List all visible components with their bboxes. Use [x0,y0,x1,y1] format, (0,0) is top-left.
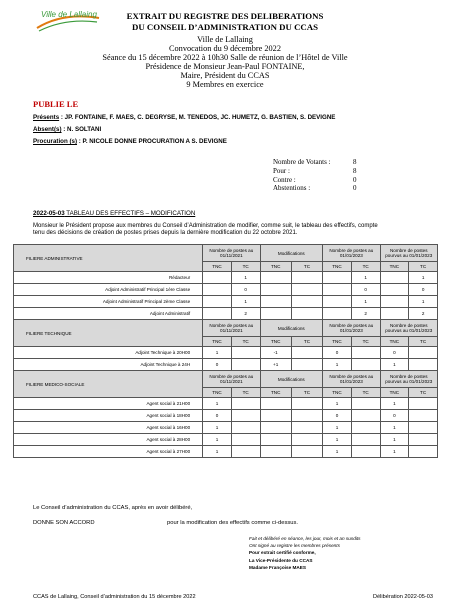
vote-row-votants: Nombre de Votants : 8 [273,158,357,166]
table-cell [231,359,260,371]
table-cell [351,410,380,422]
table-cell [291,359,322,371]
table-cell [380,308,409,320]
table-cell: 0 [323,410,352,422]
table-cell [323,284,352,296]
table-cell [231,434,260,446]
table-cell: 1 [323,446,352,458]
table-cell: 1 [323,422,352,434]
table-cell [409,347,438,359]
table-cell [291,410,322,422]
tc-header: TC [231,337,260,347]
table-cell [409,410,438,422]
table-cell [203,284,232,296]
header-pourvus-2023: Nombre de postes pourvus au 01/01/2023 [380,371,438,388]
table-cell [409,422,438,434]
header-postes-2023: Nombre de postes au 01/01/2023 [323,371,380,388]
grade-label: Adjoint Administratif [14,308,203,320]
city-name: Ville de Lallaing [197,35,253,44]
header-postes-2021: Nombre de postes au 01/11/2021 [203,371,260,388]
logo-text: Ville de Lallaing [41,10,97,19]
table-row [14,446,438,458]
section-name: FILIERE MEDICO-SOCIALE [14,371,203,398]
table-cell [323,308,352,320]
header-postes-2023: Nombre de postes au 01/01/2023 [323,320,380,337]
tnc-header: TNC [380,337,409,347]
procuration-label: Procuration (s) [33,138,78,145]
vote-row-pour: Pour : 8 [273,166,357,175]
grade-label: Adjoint Administratif Principal 1ère Classe [14,284,203,296]
tnc-header: TNC [203,262,232,272]
table-cell: 0 [203,410,232,422]
table-cell: 1 [203,434,232,446]
deliberation-text: Monsieur le Président propose aux membres du Conseil d’Administration de modifier, comme suit, le tableau des effectifs, compte tenu des décisions de création de postes prises depuis la dernière modification du 22 octobre 2021. [33,223,378,237]
table-cell: 0 [203,359,232,371]
tc-header: TC [231,388,260,398]
table-cell: 1 [203,422,232,434]
table-cell [409,446,438,458]
publie-le: PUBLIE LE [33,99,79,109]
table-cell: 1 [409,296,438,308]
table-cell [291,422,322,434]
title-line-2: DU CONSEIL D’ADMINISTRATION DU CCAS [131,22,319,32]
table-cell: +1 [260,359,291,371]
procuration-line [33,138,227,145]
table-cell: 1 [351,296,380,308]
presents-names: : JP. FONTAINE, F. MAES, C. DEGRYSE, M. TENEDOS, JC. HUMETZ, G. BASTIEN, S. DEVIGNE [59,114,336,121]
table-row [14,272,438,284]
table-cell [351,434,380,446]
table-cell: 0 [380,347,409,359]
table-cell [203,272,232,284]
table-row [14,308,438,320]
section-header-row [14,245,438,262]
table-cell [260,434,291,446]
convocation: Convocation du 9 décembre 2022 [169,44,281,53]
table-cell [323,296,352,308]
header-modifications: Modifications [260,371,323,388]
table-cell [291,446,322,458]
table-row [14,359,438,371]
table-row [14,410,438,422]
table-cell [260,398,291,410]
table-cell: 0 [409,284,438,296]
table-cell: 1 [380,434,409,446]
footer-right: Délibération 2022-05-03 [372,594,433,600]
table-cell: 0 [323,347,352,359]
table-cell: 1 [380,398,409,410]
table-cell [291,398,322,410]
tc-header: TC [351,262,380,272]
absents-line [33,126,101,133]
grade-label: Adjoint Administratif Principal 2ème Classe [14,296,203,308]
section-name: FILIERE ADMINISTRATIVE [14,245,203,272]
table-cell [351,398,380,410]
tnc-header: TNC [323,262,352,272]
table-cell [291,296,322,308]
table-cell [291,284,322,296]
grade-label: Agent social à 16H00 [14,422,203,434]
grade-label: Agent social à 28H00 [14,434,203,446]
table-cell: 1 [203,347,232,359]
signature-block: Fait et délibéré en séance, les jour, mois et an susdits Ont signé au registre les membres présents Pour extrait certifié conforme, La Vice-Présidente du CCAS Madame Françoise MAES [249,536,361,570]
table-cell [291,347,322,359]
tnc-header: TNC [380,388,409,398]
table-cell [291,434,322,446]
table-cell: 2 [231,308,260,320]
table-cell: 0 [231,284,260,296]
header-modifications: Modifications [260,245,323,262]
deliberation-subject: TABLEAU DES EFFECTIFS – MODIFICATION [64,210,196,217]
table-cell [380,296,409,308]
section-header-row [14,320,438,337]
title-line-1: EXTRAIT DU REGISTRE DES DELIBERATIONS [126,11,324,21]
table-cell: 1 [409,272,438,284]
table-cell: 1 [203,398,232,410]
footer-left: CCAS de Lallaing, Conseil d’administration du 15 décembre 2022 [33,594,196,600]
table-cell [231,398,260,410]
section-header-row [14,371,438,388]
maire: Maire, Président du CCAS [180,71,270,80]
tnc-header: TNC [203,388,232,398]
table-cell [260,296,291,308]
procuration-names: : P. NICOLE DONNE PROCURATION A S. DEVIGNE [77,138,227,145]
tc-header: TC [291,388,322,398]
table-cell: 1 [203,446,232,458]
conseil-text: Le Conseil d’administration du CCAS, après en avoir délibéré, [33,505,193,511]
table-cell: 2 [351,308,380,320]
tc-header: TC [291,262,322,272]
table-cell [231,422,260,434]
table-cell [323,272,352,284]
table-cell [231,347,260,359]
table-cell: 0 [380,410,409,422]
table-cell [291,308,322,320]
tc-header: TC [231,262,260,272]
table-cell [260,284,291,296]
table-cell: 1 [380,422,409,434]
tc-header: TC [409,262,438,272]
tc-header: TC [409,337,438,347]
table-cell: 1 [323,398,352,410]
tc-header: TC [351,337,380,347]
tnc-header: TNC [260,262,291,272]
votes-block [273,158,373,193]
table-cell: 1 [323,434,352,446]
grade-label: Rédacteur [14,272,203,284]
table-cell: 1 [380,359,409,371]
table-cell [291,272,322,284]
grade-label: Agent social à 21H00 [14,398,203,410]
table-cell [351,359,380,371]
table-cell [409,398,438,410]
grade-label: Adjoint Technique à 24H [14,359,203,371]
table-cell [351,446,380,458]
table-cell [351,422,380,434]
table-cell: 1 [231,296,260,308]
absents-names: : N. SOLTANI [61,126,102,133]
vote-row-contre: Contre : 0 [273,175,357,184]
grade-label: Adjoint Technique à 20H00 [14,347,203,359]
tnc-header: TNC [260,337,291,347]
table-cell: 2 [409,308,438,320]
table-row [14,398,438,410]
deliberation-number: 2022-05-03 [33,210,65,217]
seance: Séance du 15 décembre 2022 à 10h30 Salle de réunion de l’Hôtel de Ville [102,53,348,62]
table-row [14,284,438,296]
tnc-header: TNC [323,337,352,347]
grade-label: Agent social à 27H00 [14,446,203,458]
table-cell [380,284,409,296]
membres-en-exercice: 9 Membres en exercice [186,80,264,89]
presents-label: Présents [33,114,60,121]
tc-header: TC [351,388,380,398]
table-row [14,347,438,359]
table-cell: 1 [323,359,352,371]
table-cell [260,308,291,320]
donne-son-accord: DONNE SON ACCORD [33,520,95,526]
table-cell: -1 [260,347,291,359]
vote-row-abstentions: Abstentions : 0 [273,184,357,193]
table-cell: 1 [351,272,380,284]
deliberation-title [33,210,195,217]
table-cell [260,272,291,284]
header-pourvus-2023: Nombre de postes pourvus au 01/01/2023 [380,245,438,262]
table-row [14,296,438,308]
tnc-header: TNC [260,388,291,398]
header-postes-2021: Nombre de postes au 01/11/2021 [203,320,260,337]
header-pourvus-2023: Nombre de postes pourvus au 01/01/2023 [380,320,438,337]
tnc-header: TNC [323,388,352,398]
table-cell [409,434,438,446]
presidence: Présidence de Monsieur Jean-Paul FONTAINE, [145,62,305,71]
tc-header: TC [291,337,322,347]
table-cell [260,410,291,422]
presents-line [33,114,335,121]
table-cell [203,296,232,308]
table-cell [203,308,232,320]
tc-header: TC [409,388,438,398]
table-cell [231,446,260,458]
tnc-header: TNC [203,337,232,347]
header-postes-2021: Nombre de postes au 01/11/2021 [203,245,260,262]
table-row [14,434,438,446]
modification-text: pour la modification des effectifs comme ci-dessus. [167,520,299,526]
table-cell [351,347,380,359]
table-cell: 1 [231,272,260,284]
table-cell [380,272,409,284]
tnc-header: TNC [380,262,409,272]
table-cell [260,422,291,434]
grade-label: Agent social à 18H00 [14,410,203,422]
header-postes-2023: Nombre de postes au 01/01/2023 [323,245,380,262]
absents-label: Absent(s) [33,126,62,133]
table-row [14,422,438,434]
effectifs-table [13,244,438,458]
table-cell: 0 [351,284,380,296]
section-name: FILIERE TECHNIQUE [14,320,203,347]
table-cell: 1 [380,446,409,458]
table-cell [260,446,291,458]
table-cell [231,410,260,422]
table-cell [409,359,438,371]
page-footer [33,594,433,600]
header-modifications: Modifications [260,320,323,337]
